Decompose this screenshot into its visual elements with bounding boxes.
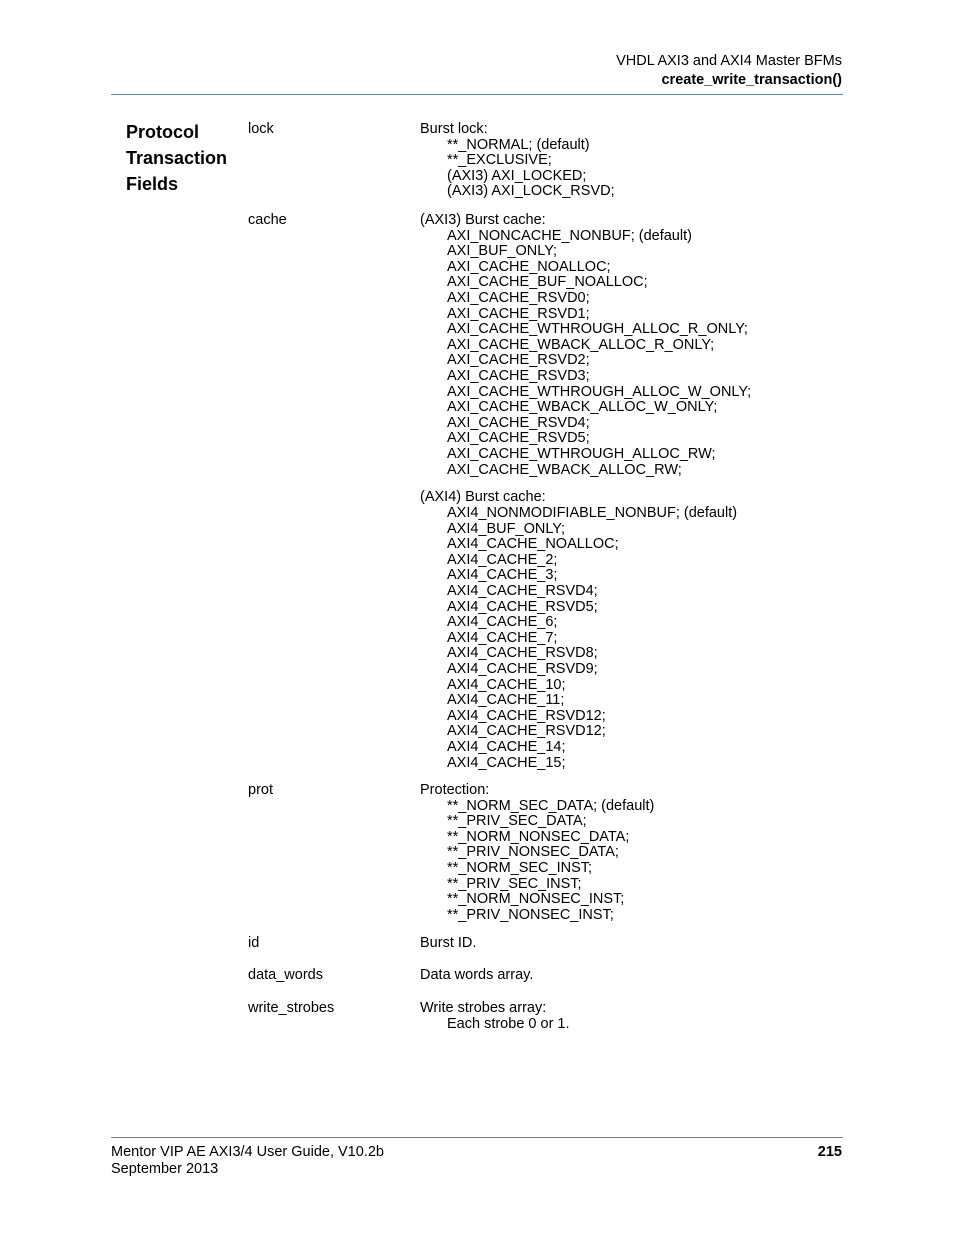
enum-value: (AXI3) AXI_LOCKED;: [447, 167, 587, 184]
field-description: [420, 122, 840, 200]
description-block: [420, 122, 840, 200]
enum-value: AXI_CACHE_WBACK_ALLOC_W_ONLY;: [447, 399, 718, 416]
enum-value: AXI4_CACHE_3;: [447, 567, 558, 584]
field-description: [420, 783, 840, 923]
header-rule: [111, 94, 843, 95]
footer-rule: [111, 1137, 843, 1138]
enum-value: AXI4_CACHE_15;: [447, 754, 566, 771]
enum-value: AXI_CACHE_NOALLOC;: [447, 258, 611, 275]
description-heading: Protection:: [420, 782, 490, 798]
enum-value: AXI4_CACHE_RSVD4;: [447, 583, 598, 600]
field-name: write_strobes: [248, 1000, 335, 1016]
enum-value: AXI_CACHE_WBACK_ALLOC_RW;: [447, 461, 682, 478]
enum-value: AXI_CACHE_RSVD3;: [447, 367, 590, 384]
enum-value: **_PRIV_NONSEC_INST;: [447, 906, 614, 923]
enum-value: AXI_CACHE_WTHROUGH_ALLOC_W_ONLY;: [447, 383, 752, 400]
description-heading: (AXI3) Burst cache:: [420, 212, 546, 228]
description-block: [420, 936, 840, 952]
enum-value: AXI4_CACHE_6;: [447, 614, 558, 631]
description-heading: Burst lock:: [420, 121, 488, 137]
section-label-line: Fields: [126, 174, 179, 194]
enum-value: AXI_NONCACHE_NONBUF; (default): [447, 227, 692, 244]
enum-value: (AXI3) AXI_LOCK_RSVD;: [447, 183, 615, 200]
enum-value: **_NORM_NONSEC_DATA;: [447, 828, 630, 845]
enum-value: AXI4_CACHE_RSVD12;: [447, 707, 606, 724]
enum-value: AXI4_CACHE_RSVD9;: [447, 661, 598, 678]
description-block: [420, 783, 840, 923]
enum-value: AXI_CACHE_RSVD1;: [447, 305, 590, 322]
field-name: cache: [248, 212, 287, 228]
page-number: 215: [817, 1144, 842, 1160]
enum-value: AXI4_CACHE_NOALLOC;: [447, 536, 619, 553]
enum-value: AXI4_CACHE_10;: [447, 676, 566, 693]
enum-value: **_NORM_NONSEC_INST;: [447, 891, 625, 908]
section-label-line: Transaction: [126, 148, 228, 168]
enum-value: **_EXCLUSIVE;: [447, 152, 552, 169]
field-description: [420, 213, 840, 771]
enum-value: AXI_CACHE_WTHROUGH_ALLOC_R_ONLY;: [447, 321, 748, 338]
enum-value: AXI4_CACHE_RSVD8;: [447, 645, 598, 662]
enum-value: AXI4_CACHE_7;: [447, 629, 558, 646]
enum-value: AXI_BUF_ONLY;: [447, 243, 557, 260]
enum-value: **_NORMAL; (default): [447, 136, 590, 153]
enum-value: AXI_CACHE_RSVD4;: [447, 414, 590, 431]
footer-date: September 2013: [111, 1161, 219, 1177]
enum-value: AXI_CACHE_WBACK_ALLOC_R_ONLY;: [447, 336, 715, 353]
enum-value: **_NORM_SEC_DATA; (default): [447, 797, 655, 814]
enum-value: **_NORM_SEC_INST;: [447, 859, 593, 876]
enum-value: **_PRIV_SEC_DATA;: [447, 813, 587, 830]
enum-value: AXI_CACHE_RSVD2;: [447, 352, 590, 369]
enum-value: AXI4_BUF_ONLY;: [447, 520, 566, 537]
description-heading: Data words array.: [420, 967, 534, 983]
description-heading: Burst ID.: [420, 935, 477, 951]
enum-value: AXI_CACHE_RSVD5;: [447, 430, 590, 447]
enum-value: Each strobe 0 or 1.: [447, 1015, 570, 1032]
description-block: [420, 213, 840, 478]
enum-value: **_PRIV_SEC_INST;: [447, 875, 582, 892]
enum-value: AXI_CACHE_BUF_NOALLOC;: [447, 274, 648, 291]
section-label: [126, 119, 241, 197]
enum-value: AXI4_CACHE_11;: [447, 692, 565, 709]
field-name: prot: [248, 782, 273, 798]
enum-value: AXI4_CACHE_14;: [447, 738, 566, 755]
field-description: [420, 1001, 840, 1032]
enum-value: AXI4_CACHE_RSVD12;: [447, 723, 606, 740]
footer-guide-title: Mentor VIP AE AXI3/4 User Guide, V10.2b: [111, 1144, 384, 1160]
enum-value: AXI_CACHE_RSVD0;: [447, 289, 590, 306]
running-header-title: VHDL AXI3 and AXI4 Master BFMs: [616, 53, 842, 69]
field-name: id: [248, 935, 260, 951]
description-heading: Write strobes array:: [420, 1000, 547, 1016]
description-block: [420, 1001, 840, 1032]
enum-value: AXI4_NONMODIFIABLE_NONBUF; (default): [447, 505, 738, 522]
description-heading: (AXI4) Burst cache:: [420, 489, 546, 506]
description-block: [420, 490, 840, 771]
enum-value: AXI4_CACHE_2;: [447, 551, 558, 568]
enum-value: AXI4_CACHE_RSVD5;: [447, 598, 598, 615]
field-description: [420, 936, 840, 952]
running-header-subtitle: create_write_transaction(): [661, 72, 842, 88]
enum-value: **_PRIV_NONSEC_DATA;: [447, 844, 619, 861]
enum-value: AXI_CACHE_WTHROUGH_ALLOC_RW;: [447, 445, 716, 462]
field-description: [420, 968, 840, 984]
footer-info: [111, 1144, 384, 1178]
field-name: lock: [248, 121, 274, 137]
section-label-line: Protocol: [126, 122, 200, 142]
field-name: data_words: [248, 967, 323, 983]
description-block: [420, 968, 840, 984]
